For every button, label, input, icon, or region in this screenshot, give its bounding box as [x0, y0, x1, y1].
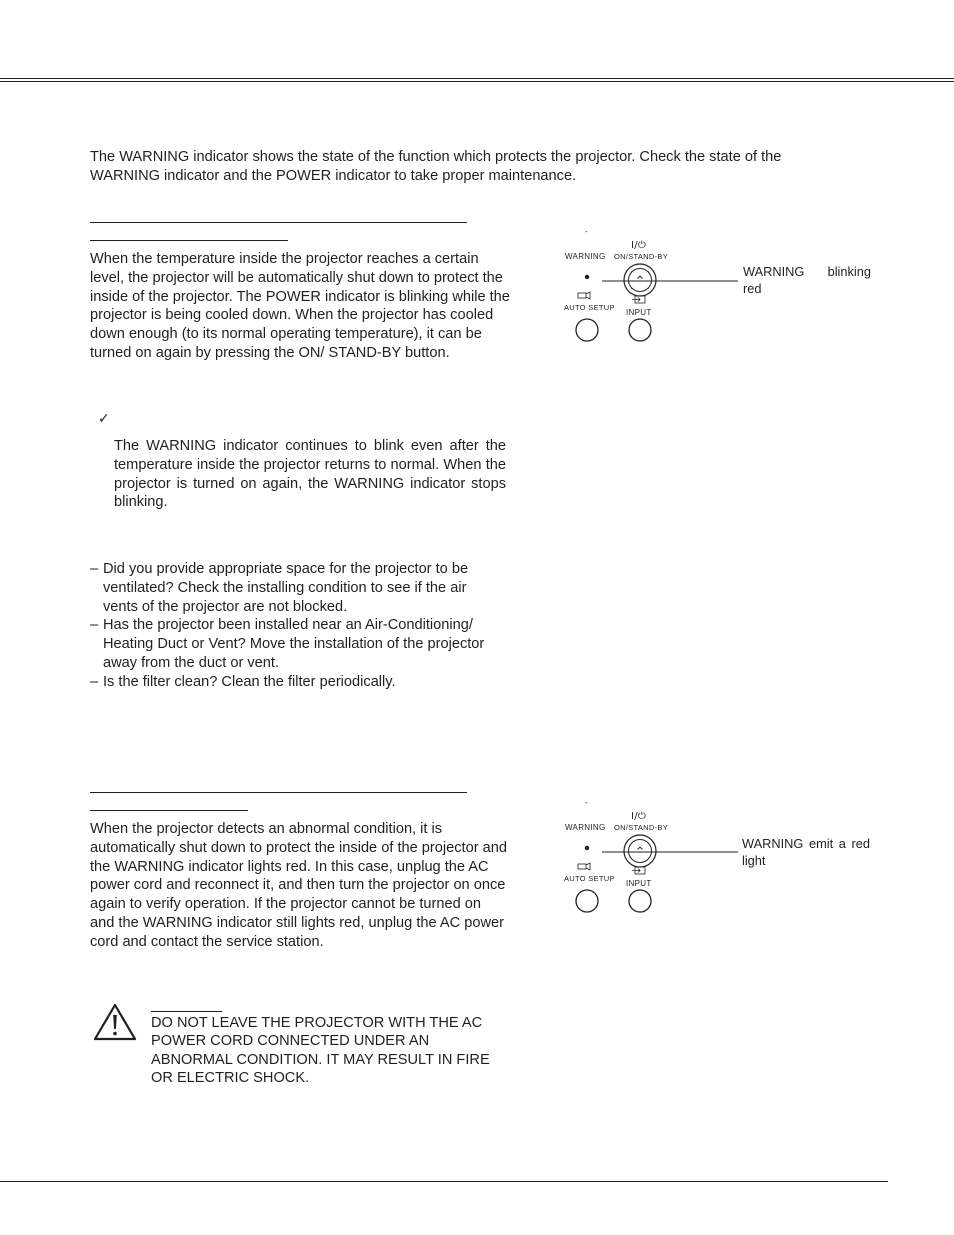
callout-text: WARNING emit a red light: [742, 836, 870, 868]
section1-subheading-underline: [90, 240, 288, 241]
footer-rule: [0, 1181, 888, 1182]
auto-setup-button: [576, 319, 598, 341]
input-button: [629, 319, 651, 341]
warning-led-icon: [585, 846, 589, 850]
on-stand-by-label: ON/STAND-BY: [614, 823, 668, 832]
header-rule-bottom: [0, 81, 954, 82]
power-button-icon: [624, 835, 656, 867]
section1-rule: [90, 222, 467, 223]
input-label: INPUT: [626, 308, 652, 317]
section2-rule: [90, 792, 467, 793]
list-item: – Did you provide appropriate space for the projector to be ventilated? Check the installing condition to see if the air vents of the projector are not blocked.: [90, 561, 469, 615]
auto-setup-icon: [578, 863, 590, 870]
section2-body: When the projector detects an abnormal condition, it is automatically shut down to protect the inside of the projector and the WARNING indicator lights red. In this case, unplug the AC power cord and reconnect it, and then turn the projector on once again to verify operation. If the projector cannot be turned on and the WARNING indicator still lights red, unplug the AC power cord and contact the service station.: [90, 821, 507, 950]
on-stand-by-label: ON/STAND-BY: [614, 252, 668, 261]
section1-checklist: [90, 560, 505, 692]
section2-subheading-underline: [90, 810, 248, 811]
panel-top-mark: -: [585, 798, 588, 807]
note-check-icon: ✓: [98, 411, 110, 427]
auto-setup-button: [576, 890, 598, 912]
warning-label: WARNING: [565, 252, 606, 261]
callout-text: WARNING blinking red: [743, 264, 871, 296]
panel-top-mark: -: [585, 227, 588, 236]
list-item: – Has the projector been installed near an Air-Conditioning/ Heating Duct or Vent? Move the installation of the projector away from the duct or vent.: [90, 617, 485, 671]
control-panel-diagram-2: [560, 796, 870, 936]
section1-note: The WARNING indicator continues to blink even after the temperature inside the projector returns to normal. When the projector is turned on again, the WARNING indicator stops blinking.: [114, 438, 506, 511]
auto-setup-label: AUTO SETUP: [564, 874, 615, 883]
control-panel-diagram-1: [560, 225, 870, 365]
input-button: [629, 890, 651, 912]
power-symbol: I/⏻: [631, 240, 647, 251]
header-rule-top: [0, 78, 954, 79]
auto-setup-label: AUTO SETUP: [564, 303, 615, 312]
power-symbol: I/⏻: [631, 811, 647, 822]
list-item: – Is the filter clean? Clean the filter periodically.: [90, 673, 396, 690]
input-icon: [632, 296, 645, 303]
auto-setup-icon: [578, 292, 590, 299]
caution-text: DO NOT LEAVE THE PROJECTOR WITH THE AC POWER CORD CONNECTED UNDER AN ABNORMAL CONDITION. IT MAY RESULT IN FIRE OR ELECTRIC SHOCK.: [151, 1015, 490, 1086]
section1-body: When the temperature inside the projector reaches a certain level, the projector will be automatically shut down to protect the inside of the projector. The POWER indicator is blinking while the projector is being cooled down. When the projector has cooled down enough (to its normal operating temperature), it can be turned on again by pressing the ON/ STAND-BY button.: [90, 251, 510, 361]
caution-triangle-icon: [92, 1002, 138, 1042]
input-icon: [632, 867, 645, 874]
caution-heading-underline: [151, 1011, 222, 1012]
power-button-icon: [624, 264, 656, 296]
input-label: INPUT: [626, 879, 652, 888]
warning-led-icon: [585, 275, 589, 279]
intro-text: The WARNING indicator shows the state of the function which protects the projector. Check the state of the WARNING indicator and the POWER indicator to take proper maintenance.: [90, 149, 782, 184]
warning-label: WARNING: [565, 823, 606, 832]
